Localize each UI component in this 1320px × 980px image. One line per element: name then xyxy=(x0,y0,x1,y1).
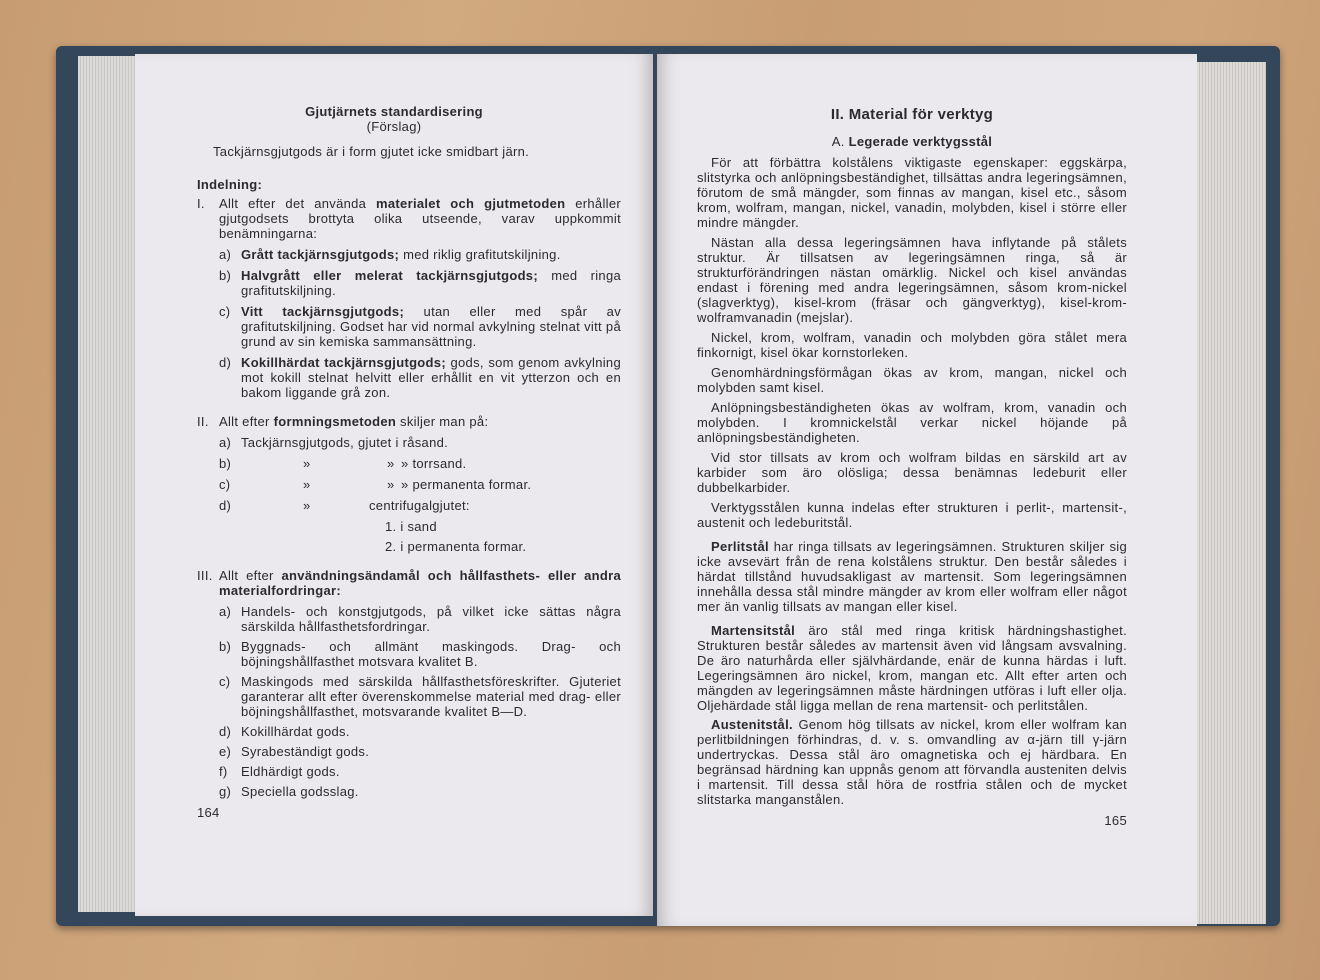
item-text xyxy=(241,724,621,739)
item-label: g) xyxy=(219,784,232,799)
bold-text: Halvgrått eller melerat tackjärnsgjutgods; xyxy=(241,268,538,283)
bold-text: Martensitstål xyxy=(711,623,796,638)
ditto-mark: » permanenta formar. xyxy=(401,477,532,492)
text-segment: Vid stor tillsats av krom och wolfram bildas en särskild art av karbider som äro olösliga; dessa benämnas ledeburit eller dubbelkarbider. xyxy=(697,450,1127,495)
item-label: d) xyxy=(219,355,232,370)
item-label: b) xyxy=(219,456,232,471)
text-segment: Byggnads- och allmänt maskingods. Drag- och böjningshållfasthet motsvara kvalitet B. xyxy=(241,639,621,669)
list-item xyxy=(219,604,621,634)
text-segment: erhåller gjutgodsets brottyta olika utseende, varav uppkommit benämningarna: xyxy=(219,196,621,241)
item-label: c) xyxy=(219,674,231,689)
section-text xyxy=(219,196,621,241)
item-label: d) xyxy=(219,498,232,513)
list-item xyxy=(219,674,621,719)
bold-text: Perlitstål xyxy=(711,539,769,554)
page-edges-left xyxy=(78,56,140,912)
paragraph xyxy=(697,539,1127,614)
text-segment: För att förbättra kolstålens viktigaste egenskaper: eggskärpa, slitstyrka och anlöpningsbeständighet, tillsättas andra legeringsämnen, förutom de små mängder, som finnas av mangan, kisel etc., såsom krom, wolfram, mangan, nickel, vanadin, molybden, kisel i större eller mindre mängder. xyxy=(697,155,1127,230)
text-segment: utan eller med spår av grafitutskiljning. Godset har vid normal avkylning stelnat vitt på grund av sin kemiska sammansättning. xyxy=(241,304,621,349)
section-items xyxy=(197,435,621,554)
ditto-mark: » torrsand. xyxy=(401,456,467,471)
sub-item: 1. i sand xyxy=(385,519,437,534)
section-text xyxy=(219,568,621,598)
page-edges-right xyxy=(1188,62,1266,924)
item-text xyxy=(241,304,621,349)
text-segment: Maskingods med särskilda hållfasthetsföreskrifter. Gjuteriet garanterar allt efter överenskommelse material med drag- eller böjningshållfasthet, motsvarande kvalitet B—D. xyxy=(241,674,621,719)
subtitle-prefix: A. xyxy=(831,134,845,149)
item-label: d) xyxy=(219,724,232,739)
list-item xyxy=(219,247,621,262)
ditto-mark: » xyxy=(303,456,311,471)
right-body xyxy=(697,155,1127,807)
bold-text: formningsmetoden xyxy=(273,414,397,429)
text-segment: äro stål med ringa kritisk härdningshastighet. Strukturen består således av martensit även vid långsam avsvalning. De äro naturhårda eller självhärdande, enär de kunna härdas i luft. Legeringsämnen äro nickel, krom, mangan etc. Allt efter arten och mängden av legeringsämnen måste härdningen utföras i luft eller olja. Oljehärdade stål ligga mellan de rena martensit- och perlitstålen. xyxy=(697,623,1127,713)
bold-text: Kokillhärdat tackjärnsgjutgods; xyxy=(241,355,446,370)
left-page-subtitle: (Förslag) xyxy=(366,119,422,134)
item-text xyxy=(241,639,621,669)
list-item xyxy=(219,456,621,471)
paragraph xyxy=(697,155,1127,230)
bold-text: Austenitstål. xyxy=(711,717,793,732)
item-label: a) xyxy=(219,247,232,262)
item-value: Tackjärnsgjutgods, gjutet i råsand. xyxy=(241,435,449,450)
ditto-mark: » xyxy=(387,477,395,492)
paragraph xyxy=(697,450,1127,495)
section-items xyxy=(197,604,621,799)
right-page-subtitle xyxy=(697,134,1127,149)
list-item xyxy=(219,764,621,779)
subtitle-text: Legerade verktygsstål xyxy=(848,134,993,149)
list-item xyxy=(219,435,621,450)
item-text xyxy=(241,744,621,759)
item-text xyxy=(241,498,621,513)
item-label: b) xyxy=(219,639,232,654)
bold-text: Vitt tackjärnsgjutgods; xyxy=(241,304,405,319)
text-segment: Eldhärdigt gods. xyxy=(241,764,340,779)
text-segment: Genomhärdningsförmågan ökas av krom, mangan, nickel och molybden samt kisel. xyxy=(697,365,1127,395)
list-item xyxy=(219,304,621,349)
list-item xyxy=(219,784,621,799)
intro-text: Tackjärnsgjutgods är i form gjutet icke smidbart järn. xyxy=(213,144,530,159)
ditto-mark: » xyxy=(387,456,395,471)
item-text xyxy=(241,268,621,298)
section-heading xyxy=(197,568,621,598)
item-label: f) xyxy=(219,764,228,779)
text-segment: Speciella godsslag. xyxy=(241,784,359,799)
text-segment: Allt efter det använda xyxy=(219,196,377,211)
text-segment: Syrabeständigt gods. xyxy=(241,744,370,759)
page-number-right: 165 xyxy=(1104,813,1127,828)
text-segment: med ringa grafitutskiljning. xyxy=(241,268,622,298)
paragraph xyxy=(697,365,1127,395)
section-1 xyxy=(197,196,621,400)
item-text xyxy=(241,764,621,779)
paragraph xyxy=(697,623,1127,713)
item-text xyxy=(241,604,621,634)
section-2 xyxy=(197,414,621,554)
list-item xyxy=(219,355,621,400)
section-number: I. xyxy=(197,196,205,211)
item-label: a) xyxy=(219,435,232,450)
text-segment: Genom hög tillsats av nickel, krom eller wolfram kan perlitbildningen förhindras, d. v. s. omvandling av α-järn till γ-järn undertryckas. Dessa stål äro omagnetiska och ej härdbara. En begränsad härdning kan uppnås genom att förvandla austeniten delvis i martensit. Till dessa stål höra de rostfria stålen och de mycket slitstarka manganstålen. xyxy=(697,717,1127,807)
left-page xyxy=(135,54,653,916)
left-page-title: Gjutjärnets standardisering xyxy=(305,104,483,119)
paragraph xyxy=(697,400,1127,445)
ditto-mark: » xyxy=(303,477,311,492)
ditto-mark: » xyxy=(303,498,311,513)
section-text xyxy=(219,414,621,429)
item-text xyxy=(241,435,621,450)
text-segment: Nästan alla dessa legeringsämnen hava inflytande på stålets struktur. Är tillsatsen av legeringsämnen ringa, så är strukturförändringen nästan omärklig. Nickel och kisel användas endast i förening med andra legeringsämnen, såsom krom-nickel (slagverktyg), kisel-krom (fräsar och gängverktyg), kisel-krom-wolframvanadin (mejslar). xyxy=(697,235,1127,325)
section-heading xyxy=(197,196,621,241)
list-item xyxy=(219,498,621,513)
list-item xyxy=(219,744,621,759)
section-items xyxy=(197,247,621,400)
text-segment: Verktygsstålen kunna indelas efter strukturen i perlit-, martensit-, austenit och ledeburitstål. xyxy=(697,500,1127,530)
section-number: II. xyxy=(197,414,209,429)
paragraph xyxy=(697,330,1127,360)
item-text xyxy=(241,355,621,400)
bold-text: Grått tackjärnsgjutgods; xyxy=(241,247,400,262)
indelning-heading: Indelning: xyxy=(197,177,263,192)
item-text xyxy=(241,247,621,262)
item-text xyxy=(241,456,621,471)
text-segment: Allt efter xyxy=(219,414,274,429)
item-label: c) xyxy=(219,304,231,319)
paragraph xyxy=(697,235,1127,325)
paragraph xyxy=(697,717,1127,807)
text-segment: Nickel, krom, wolfram, vanadin och molybden göra stålet mera finkornigt, kisel ökar kornstorleken. xyxy=(697,330,1127,360)
paragraph xyxy=(697,500,1127,530)
item-text xyxy=(241,784,621,799)
text-segment: Anlöpningsbeständigheten ökas av wolfram, krom, vanadin och molybden. I kromnickelstål verkar nickel höjande på anlöpningsbeständigheten. xyxy=(697,400,1127,445)
sub-item: 2. i permanenta formar. xyxy=(385,539,527,554)
text-segment: med riklig grafitutskiljning. xyxy=(399,247,561,262)
list-item xyxy=(219,639,621,669)
text-segment: Allt efter xyxy=(219,568,282,583)
item-text xyxy=(241,674,621,719)
bold-text: materialet och gjutmetoden xyxy=(376,196,566,211)
section-number: III. xyxy=(197,568,213,583)
item-value: centrifugalgjutet: xyxy=(369,498,470,513)
item-label: a) xyxy=(219,604,232,619)
text-segment: gods, som genom avkylning mot kokill stelnat helvitt eller erhållit en vit ytterzon och en bakom liggande grå zon. xyxy=(241,355,621,400)
item-label: c) xyxy=(219,477,231,492)
text-segment: Handels- och konstgjutgods, på vilket icke sättas några särskilda hållfasthetsfordringar. xyxy=(241,604,621,634)
item-label: e) xyxy=(219,744,232,759)
right-page xyxy=(657,54,1197,926)
list-item xyxy=(219,268,621,298)
text-segment: Kokillhärdat gods. xyxy=(241,724,350,739)
item-text xyxy=(241,477,621,492)
item-label: b) xyxy=(219,268,232,283)
bold-text: användningsändamål och hållfasthets- eller andra materialfordringar: xyxy=(219,568,621,598)
text-segment: har ringa tillsats av legeringsämnen. Strukturen skiljer sig icke avsevärt från de rena kolstålens struktur. Den består således i härdat tillstånd huvudsakligast av martensit. Som legeringsämnen innehålla dessa stål mindre mängder av krom eller wolfram eller något mer än vanlig tillsats av mangan eller kisel. xyxy=(697,539,1127,614)
text-segment: skiljer man på: xyxy=(396,414,489,429)
right-page-title: II. Material för verktyg xyxy=(830,106,994,123)
section-heading xyxy=(197,414,621,429)
list-item xyxy=(219,724,621,739)
section-3 xyxy=(197,568,621,799)
list-item xyxy=(219,477,621,492)
page-number-left: 164 xyxy=(197,805,220,820)
